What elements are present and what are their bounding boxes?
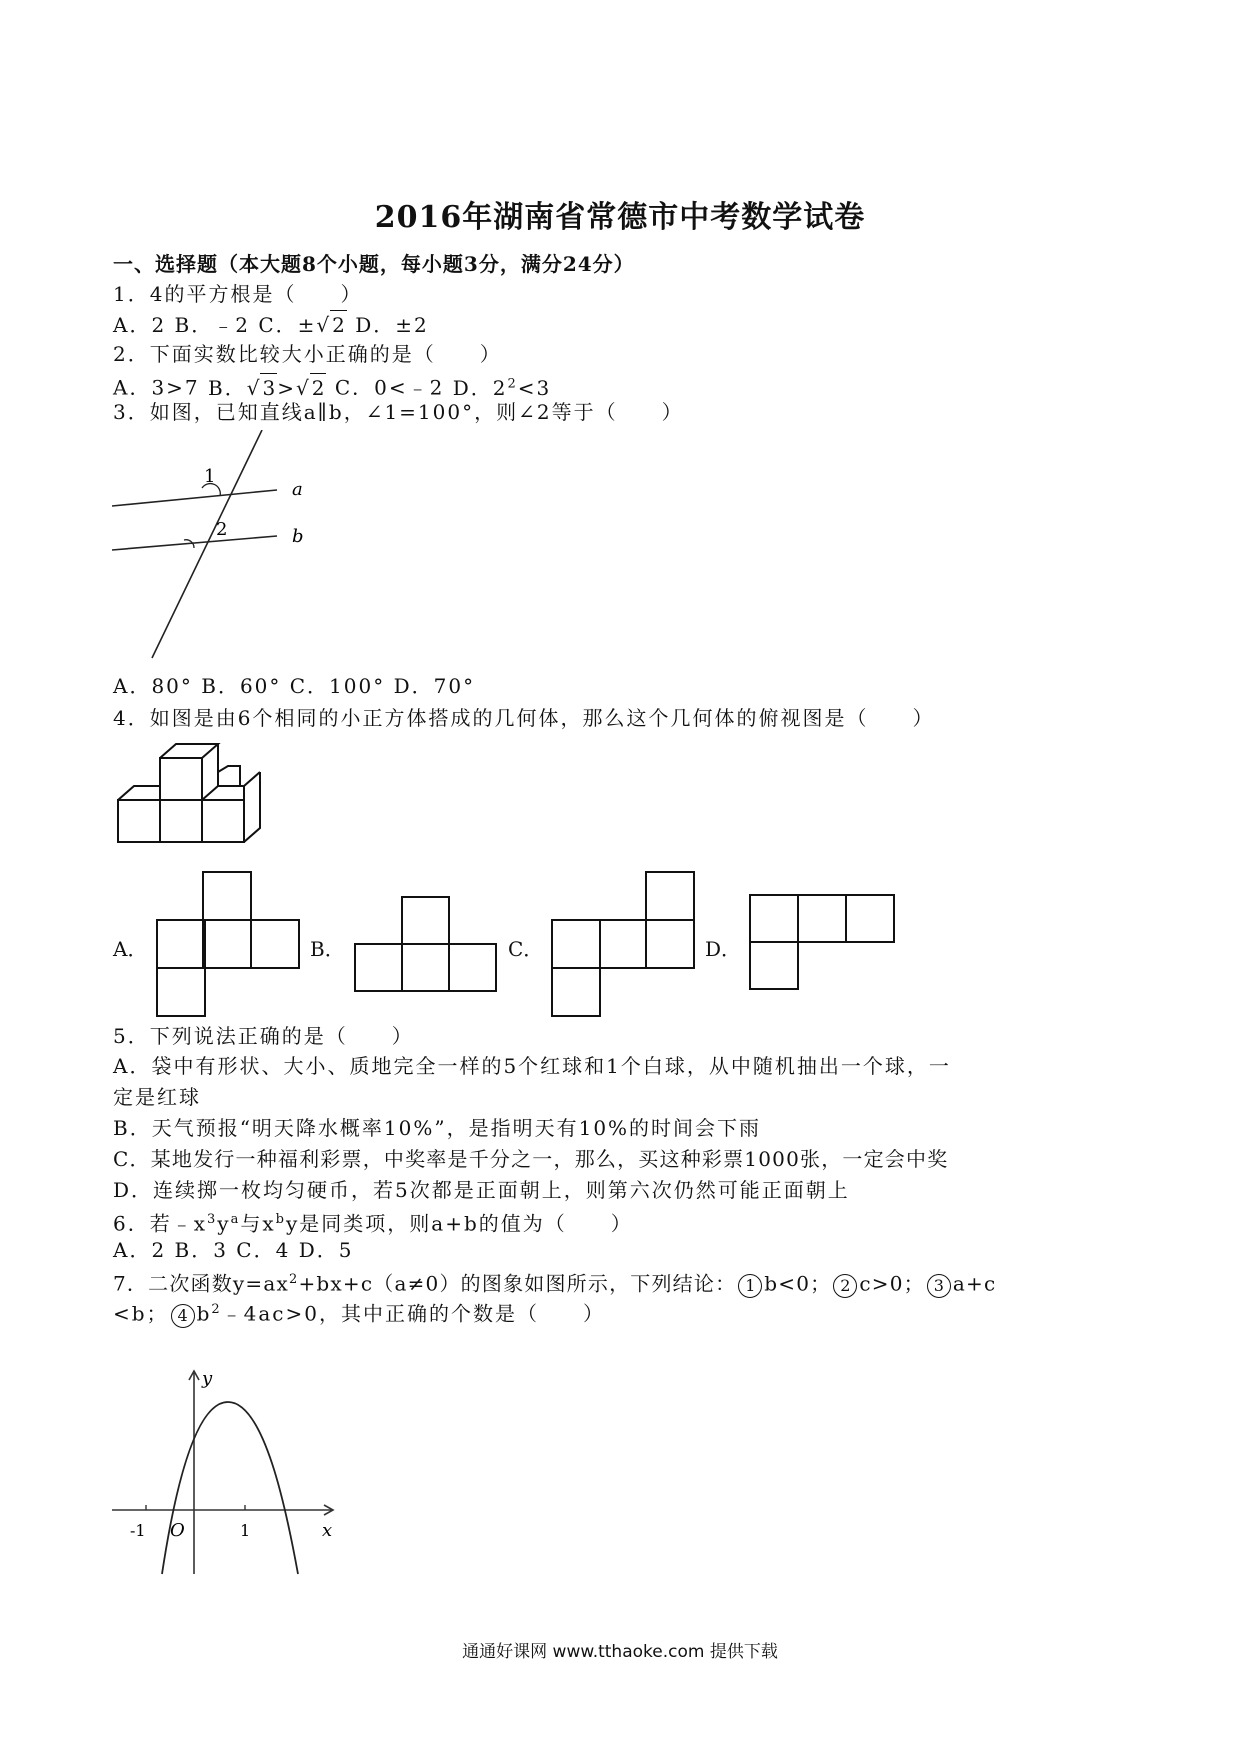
tick-neg1-label: -1 [130,1521,146,1540]
q1-option-d: D．±2 [355,313,429,337]
q7-conclusion-3: a+c [952,1271,997,1296]
q7-stem-line2 [113,1296,605,1328]
q2-option-b-prefix: B． [208,375,247,400]
q7-line2-post: ﹣4ac>0，其中正确的个数是（ ） [221,1301,605,1326]
q7-line1-pre: 7．二次函数y=ax [113,1271,289,1296]
q2-option-d [453,376,552,400]
q4-option-a-label: A． [113,937,148,961]
q1-stem: 1．4的平方根是（ ） [113,282,363,306]
q7-circled-1: 1 [738,1274,762,1298]
q2-option-c: C．0<﹣2 [334,375,445,400]
transversal [152,430,262,658]
q2-option-b-radicand2: 2 [310,373,327,402]
q4-option-d-figure [748,893,898,993]
q5-stem: 5．下列说法正确的是（ ） [113,1024,414,1048]
q6-stem-pre: 6．若﹣x [113,1211,208,1236]
q4-option-d-label: D． [705,937,742,961]
q4-option-b-label: B． [310,937,345,961]
q4-cube-solid-figure [112,738,272,848]
page-title: 2016年湖南省常德市中考数学试卷 [374,200,866,235]
q7-line1-mid: +bx+c（a≠0）的图象如图所示，下列结论： [298,1271,737,1296]
q7-exp2: 2 [211,1302,222,1317]
q5-option-a-line1: A．袋中有形状、大小、质地完全一样的5个红球和1个白球，从中随机抽出一个球，一 [113,1054,951,1078]
x-axis-label: x [322,1520,333,1541]
q5-option-d: D．连续掷一枚均匀硬币，若5次都是正面朝上，则第六次仍然可能正面朝上 [113,1178,850,1202]
q4-option-c-label: C． [508,937,544,961]
q7-parabola-figure [110,1368,340,1578]
q4-option-c-figure [550,870,700,1020]
q7-conclusion-1: b<0； [764,1271,832,1296]
line-b-label: b [292,526,304,547]
q6-stem [113,1206,633,1238]
q7-circled-4: 4 [171,1304,195,1328]
section-heading: 一、选择题（本大题8个小题，每小题3分，满分24分） [113,252,635,276]
q1-option-c: C．±√ 2 [258,313,347,337]
q2-option-b-radicand1: 3 [260,373,277,402]
line-a-label: a [292,479,303,500]
q1-option-b: B．﹣2 [174,313,250,337]
line-a [112,490,277,506]
q2-options [113,370,551,402]
q6-stem-post: y是同类项，则a+b的值为（ ） [285,1211,633,1236]
q2-option-d-rest: <3 [517,375,552,400]
page-footer: 通通好课网 www.tthaoke.com 提供下载 [462,1642,778,1662]
q5-option-c: C．某地发行一种福利彩票，中奖率是千分之一，那么，买这种彩票1000张，一定会中奖 [113,1147,949,1171]
q6-exp3: b [275,1212,286,1227]
q4-option-b-figure [352,895,502,995]
q1-options [113,310,429,339]
q6-exp2: a [230,1212,241,1227]
tick-1-label: 1 [240,1521,251,1540]
q6-options: A．2 B．3 C．4 D．5 [113,1238,354,1262]
q4-stem: 4．如图是由6个相同的小正方体搭成的几何体，那么这个几何体的俯视图是（ ） [113,706,935,730]
q2-option-b: B．√ 3 >√ 2 [208,376,326,400]
q7-circled-3: 3 [927,1274,951,1298]
q4-option-a-figure [155,870,305,1020]
q1-option-c-radicand: 2 [330,310,347,339]
q7-stem-line1 [113,1266,996,1298]
angle-1-label: 1 [204,466,216,487]
q5-option-b: B．天气预报“明天降水概率10%”，是指明天有10%的时间会下雨 [113,1116,762,1140]
q1-option-c-prefix: C．± [258,313,317,337]
q3-parallel-lines-figure [112,430,332,660]
origin-label: O [170,1520,185,1541]
angle-2-label: 2 [216,519,228,540]
q7-conclusion-2: c>0； [859,1271,925,1296]
q5-option-a-line2: 定是红球 [113,1085,201,1109]
q6-mid1: y [217,1211,231,1236]
q7-circled-2: 2 [833,1274,857,1298]
q3-stem: 3．如图，已知直线a∥b，∠1=100°，则∠2等于（ ） [113,400,684,424]
q6-mid2: 与x [240,1211,276,1236]
q7-exp1: 2 [288,1272,299,1287]
y-axis-label: y [202,1368,213,1389]
q3-options: A．80° B．60° C．100° D．70° [113,674,476,698]
q6-exp1: 3 [207,1212,218,1227]
q1-option-a: A．2 [113,313,167,337]
q7-line2-mid: b [196,1301,212,1326]
parabola-curve [162,1402,298,1574]
q2-option-d-base: D．2 [452,375,508,400]
q2-stem: 2．下面实数比较大小正确的是（ ） [113,342,502,366]
q2-option-a: A．3>7 [113,375,200,400]
q2-option-d-exp: 2 [507,376,518,391]
q2-option-b-gt: > [277,375,296,400]
q7-line2-pre: <b； [113,1301,169,1326]
